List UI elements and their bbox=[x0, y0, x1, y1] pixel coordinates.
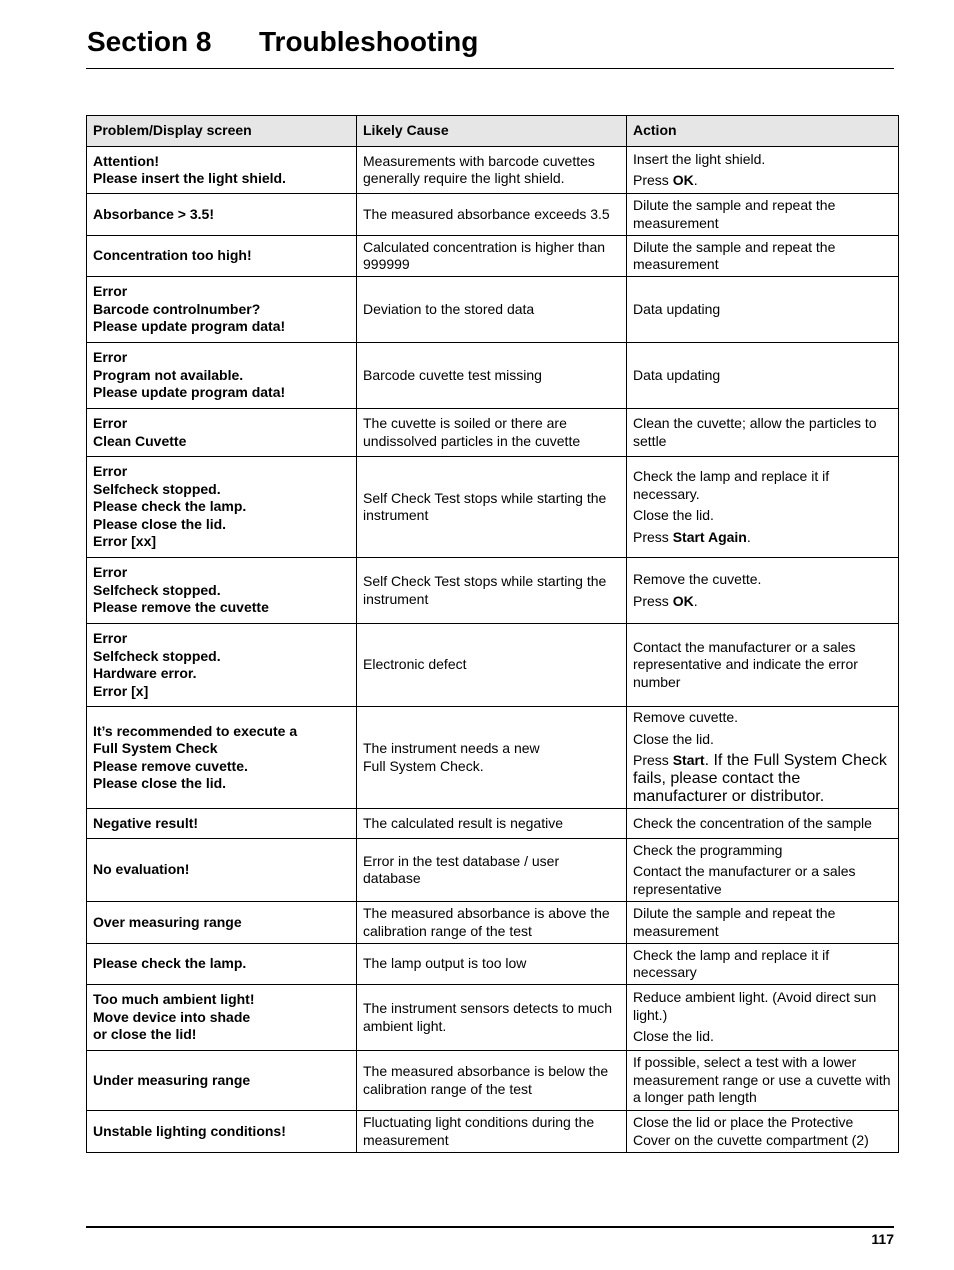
action-cell bbox=[627, 147, 899, 194]
cause-cell bbox=[357, 1051, 627, 1111]
problem-line: Selfcheck stopped. bbox=[93, 581, 221, 598]
problem-line: Barcode controlnumber? bbox=[93, 300, 261, 317]
cause-line: Self Check Test stops while starting the instrument bbox=[363, 489, 607, 523]
problem-line: No evaluation! bbox=[93, 861, 190, 878]
cause-line: The measured absorbance is below the calibration range of the test bbox=[363, 1063, 609, 1097]
cause-cell bbox=[357, 277, 627, 343]
problem-line: Please remove cuvette. bbox=[93, 757, 248, 774]
cause-cell bbox=[357, 194, 627, 236]
problem-line: Over measuring range bbox=[93, 913, 242, 930]
cause-cell bbox=[357, 985, 627, 1051]
cause-line: Barcode cuvette test missing bbox=[363, 366, 542, 383]
problem-line: Error [xx] bbox=[93, 533, 157, 550]
cause-cell bbox=[357, 839, 627, 902]
cause-line: Fluctuating light conditions during the measurement bbox=[363, 1114, 595, 1148]
problem-line: Error bbox=[93, 283, 128, 300]
table-row bbox=[87, 624, 899, 707]
cause-line: Measurements with barcode cuvettes generally require the light shield. bbox=[363, 152, 595, 186]
problem-line: Please update program data! bbox=[93, 384, 286, 401]
problem-line: Under measuring range bbox=[93, 1071, 251, 1088]
problem-cell bbox=[87, 839, 357, 902]
action-line bbox=[633, 415, 892, 450]
action-line bbox=[633, 301, 892, 319]
page-header bbox=[86, 24, 894, 69]
table-row bbox=[87, 809, 899, 839]
action-text: . bbox=[693, 592, 698, 609]
problem-cell bbox=[87, 343, 357, 409]
action-cell bbox=[627, 985, 899, 1051]
action-line bbox=[633, 197, 892, 232]
action-line bbox=[633, 989, 892, 1024]
problem-cell bbox=[87, 147, 357, 194]
action-keyword: OK bbox=[672, 592, 694, 609]
action-cell bbox=[627, 194, 899, 236]
problem-line: Attention! bbox=[93, 152, 160, 169]
action-text: Contact the manufacturer or a sales representative bbox=[633, 863, 856, 897]
section-title: Troubleshooting bbox=[259, 26, 479, 57]
action-line bbox=[633, 752, 892, 806]
action-cell bbox=[627, 1051, 899, 1111]
problem-line: Error bbox=[93, 463, 128, 480]
action-line bbox=[633, 815, 892, 833]
action-text: Check the lamp and replace it if necessary bbox=[633, 946, 830, 980]
cause-cell bbox=[357, 558, 627, 624]
action-cell bbox=[627, 558, 899, 624]
action-line bbox=[633, 842, 892, 860]
column-header-action: Action bbox=[627, 116, 899, 147]
action-cell bbox=[627, 809, 899, 839]
action-text: Insert the light shield. bbox=[633, 150, 766, 167]
action-text: Remove cuvette. bbox=[633, 709, 739, 725]
action-line bbox=[633, 709, 892, 727]
action-cell bbox=[627, 707, 899, 809]
action-text: Remove the cuvette. bbox=[633, 571, 762, 587]
action-line bbox=[633, 571, 892, 589]
table-row bbox=[87, 707, 899, 809]
action-line bbox=[633, 507, 892, 525]
cause-cell bbox=[357, 343, 627, 409]
problem-cell bbox=[87, 944, 357, 985]
action-text: Dilute the sample and repeat the measurement bbox=[633, 905, 836, 939]
cause-cell bbox=[357, 147, 627, 194]
action-text: If possible, select a test with a lower measurement range or use a cuvette with a longer path length bbox=[633, 1054, 891, 1106]
table-row bbox=[87, 839, 899, 902]
table-row bbox=[87, 194, 899, 236]
cause-line: The cuvette is soiled or there are undissolved particles in the cuvette bbox=[363, 415, 581, 449]
problem-cell bbox=[87, 409, 357, 457]
cause-cell bbox=[357, 457, 627, 558]
cause-cell bbox=[357, 236, 627, 277]
action-text: Data updating bbox=[633, 300, 721, 317]
problem-cell bbox=[87, 457, 357, 558]
action-text: Contact the manufacturer or a sales representative and indicate the error number bbox=[633, 638, 858, 690]
problem-line: Too much ambient light! bbox=[93, 991, 255, 1008]
action-cell bbox=[627, 409, 899, 457]
problem-line: Move device into shade bbox=[93, 1008, 251, 1025]
action-text: Press bbox=[633, 592, 673, 609]
action-text: Check the programming bbox=[633, 841, 783, 858]
cause-cell bbox=[357, 1111, 627, 1153]
action-text: Close the lid or place the Protective Cover on the cuvette compartment (2) bbox=[633, 1114, 869, 1148]
column-header-cause: Likely Cause bbox=[357, 116, 627, 147]
problem-line: Selfcheck stopped. bbox=[93, 480, 221, 497]
action-line bbox=[633, 731, 892, 749]
table-row bbox=[87, 409, 899, 457]
action-cell bbox=[627, 277, 899, 343]
action-text: Press bbox=[633, 752, 673, 768]
cause-cell bbox=[357, 809, 627, 839]
problem-line: Unstable lighting conditions! bbox=[93, 1122, 286, 1139]
action-line bbox=[633, 151, 892, 169]
action-cell bbox=[627, 839, 899, 902]
action-keyword: OK bbox=[672, 172, 694, 188]
cause-cell bbox=[357, 624, 627, 707]
action-cell bbox=[627, 343, 899, 409]
table-header-row bbox=[87, 116, 899, 147]
problem-cell bbox=[87, 809, 357, 839]
action-line bbox=[633, 239, 892, 274]
action-text: Data updating bbox=[633, 366, 721, 383]
problem-line: or close the lid! bbox=[93, 1026, 197, 1043]
action-keyword: Start bbox=[672, 752, 705, 768]
problem-cell bbox=[87, 707, 357, 809]
action-keyword: Start Again bbox=[672, 528, 747, 545]
action-text: Check the concentration of the sample bbox=[633, 814, 872, 831]
problem-cell bbox=[87, 194, 357, 236]
problem-line: Please close the lid. bbox=[93, 515, 227, 532]
action-cell bbox=[627, 457, 899, 558]
table-row bbox=[87, 277, 899, 343]
cause-line: The calculated result is negative bbox=[363, 814, 563, 831]
action-line bbox=[633, 947, 892, 982]
action-line bbox=[633, 863, 892, 898]
cause-cell bbox=[357, 409, 627, 457]
cause-line: The instrument needs a new bbox=[363, 740, 540, 756]
action-line bbox=[633, 1114, 892, 1149]
problem-cell bbox=[87, 277, 357, 343]
problem-line: Absorbance > 3.5! bbox=[93, 205, 214, 222]
table-row bbox=[87, 147, 899, 194]
problem-line: Clean Cuvette bbox=[93, 432, 187, 449]
action-text: Check the lamp and replace it if necessary. bbox=[633, 468, 830, 502]
action-text: Close the lid. bbox=[633, 730, 714, 747]
action-text: Clean the cuvette; allow the particles to settle bbox=[633, 415, 877, 449]
cause-line: Deviation to the stored data bbox=[363, 300, 535, 317]
action-line bbox=[633, 529, 892, 547]
problem-line: Please update program data! bbox=[93, 318, 286, 335]
table-row bbox=[87, 343, 899, 409]
table-row bbox=[87, 457, 899, 558]
action-cell bbox=[627, 1111, 899, 1153]
problem-line: Error bbox=[93, 415, 128, 431]
cause-cell bbox=[357, 944, 627, 985]
action-text: . If the Full System Check fails, please contact the manufacturer or distributor. bbox=[633, 752, 887, 805]
cause-cell bbox=[357, 707, 627, 809]
action-cell bbox=[627, 236, 899, 277]
cause-line: Full System Check. bbox=[363, 757, 484, 774]
problem-line: Hardware error. bbox=[93, 665, 197, 681]
troubleshooting-table bbox=[86, 115, 899, 1153]
problem-line: Selfcheck stopped. bbox=[93, 647, 221, 664]
problem-cell bbox=[87, 985, 357, 1051]
problem-line: Please close the lid. bbox=[93, 775, 227, 791]
cause-line: The lamp output is too low bbox=[363, 955, 527, 972]
action-text: Dilute the sample and repeat the measurement bbox=[633, 197, 836, 231]
table-row bbox=[87, 558, 899, 624]
action-line bbox=[633, 172, 892, 190]
action-text: Press bbox=[633, 172, 673, 188]
table-row bbox=[87, 1051, 899, 1111]
action-text: Close the lid. bbox=[633, 1028, 714, 1045]
cause-line: The measured absorbance exceeds 3.5 bbox=[363, 205, 610, 222]
problem-line: Full System Check bbox=[93, 740, 218, 756]
problem-line: Please insert the light shield. bbox=[93, 170, 286, 186]
problem-line: Please check the lamp. bbox=[93, 955, 247, 972]
problem-cell bbox=[87, 1051, 357, 1111]
cause-line: Electronic defect bbox=[363, 656, 467, 673]
problem-line: Please remove the cuvette bbox=[93, 599, 269, 616]
problem-cell bbox=[87, 558, 357, 624]
table-row bbox=[87, 944, 899, 985]
action-cell bbox=[627, 624, 899, 707]
action-line bbox=[633, 639, 892, 692]
table-row bbox=[87, 1111, 899, 1153]
problem-line: Error bbox=[93, 564, 128, 581]
cause-line: The instrument sensors detects to much ambient light. bbox=[363, 1000, 612, 1034]
column-header-problem: Problem/Display screen bbox=[87, 116, 357, 147]
action-line bbox=[633, 367, 892, 385]
problem-cell bbox=[87, 1111, 357, 1153]
action-cell bbox=[627, 944, 899, 985]
action-text: Press bbox=[633, 528, 673, 545]
cause-line: Error in the test database / user database bbox=[363, 852, 560, 886]
problem-line: Please check the lamp. bbox=[93, 498, 247, 515]
problem-cell bbox=[87, 236, 357, 277]
problem-line: It’s recommended to execute a bbox=[93, 722, 298, 739]
action-text: Close the lid. bbox=[633, 507, 714, 523]
action-text: . bbox=[693, 172, 698, 188]
table-row bbox=[87, 902, 899, 944]
problem-line: Error [x] bbox=[93, 682, 149, 699]
cause-line: Self Check Test stops while starting the instrument bbox=[363, 573, 607, 607]
section-number: Section 8 bbox=[87, 26, 212, 57]
action-line bbox=[633, 593, 892, 611]
action-line bbox=[633, 468, 892, 503]
action-cell bbox=[627, 902, 899, 944]
page-footer bbox=[86, 1226, 894, 1247]
cause-line: The measured absorbance is above the calibration range of the test bbox=[363, 905, 610, 939]
cause-line: Calculated concentration is higher than 999999 bbox=[363, 238, 606, 272]
table-row bbox=[87, 985, 899, 1051]
action-line bbox=[633, 1054, 892, 1107]
problem-line: Concentration too high! bbox=[93, 247, 252, 264]
problem-cell bbox=[87, 624, 357, 707]
problem-line: Error bbox=[93, 630, 128, 646]
problem-line: Error bbox=[93, 349, 128, 366]
action-line bbox=[633, 1028, 892, 1046]
problem-line: Negative result! bbox=[93, 814, 199, 831]
page-number: 117 bbox=[871, 1231, 894, 1247]
table-row bbox=[87, 236, 899, 277]
problem-line: Program not available. bbox=[93, 366, 244, 383]
cause-cell bbox=[357, 902, 627, 944]
action-text: Reduce ambient light. (Avoid direct sun light.) bbox=[633, 989, 877, 1023]
action-text: . bbox=[746, 528, 751, 545]
action-line bbox=[633, 905, 892, 940]
action-text: Dilute the sample and repeat the measurement bbox=[633, 238, 836, 272]
problem-cell bbox=[87, 902, 357, 944]
